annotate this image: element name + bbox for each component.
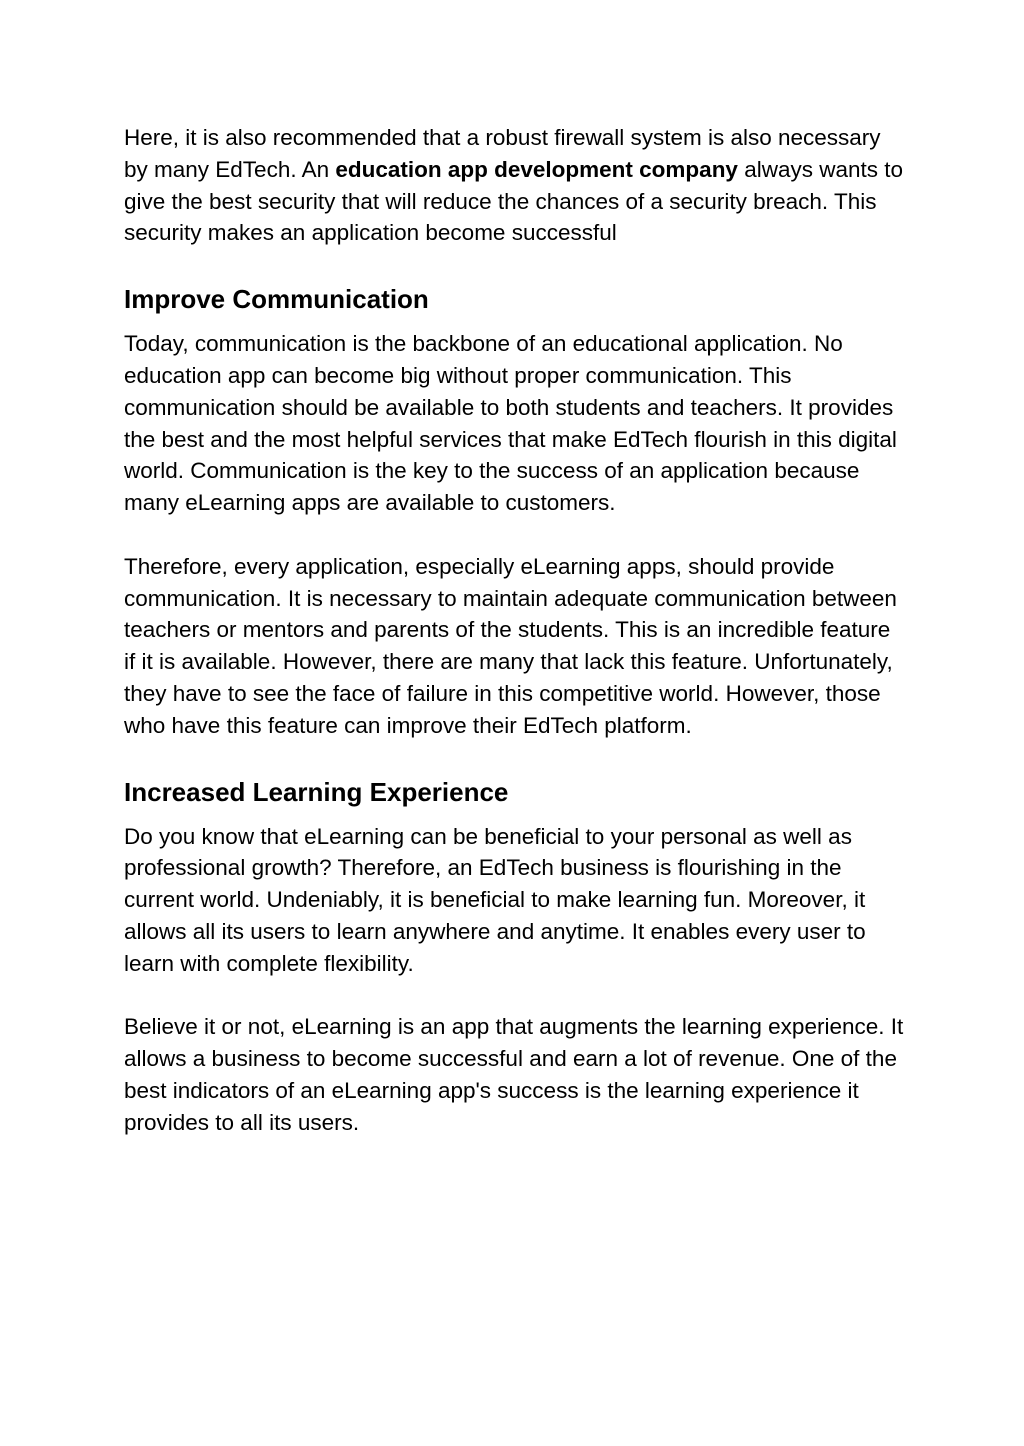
- communication-paragraph-2: Therefore, every application, especially eLearning apps, should provide communication. It is necessary to maintain adequate communication between teachers or mentors and parents of the students. This is an incredible feature if it is available. However, there are many that lack this feature. Unfortunately, they have to see the face of failure in this competitive world. However, those who have this feature can improve their EdTech platform.: [124, 553, 897, 738]
- intro-text-end: always wants to give the best security that will reduce the chances of a security breach. This security makes an application become successful: [124, 156, 904, 246]
- intro-text-start: Here, it is also recommended that a robust firewall system is also necessary by many EdTech. An: [124, 125, 881, 182]
- intro-paragraph: [124, 122, 904, 249]
- intro-bold-phrase: education app development company: [335, 156, 738, 182]
- document-page: [124, 122, 904, 1139]
- heading-improve-communication: Improve Communication: [124, 284, 429, 315]
- communication-paragraph-1: Today, communication is the backbone of an educational application. No education app can become big without proper communication. This communication should be available to both students and teachers. It provides the best and the most helpful services that make EdTech flourish in this digital world. Communication is the key to the success of an application because many eLearning apps are available to customers.: [124, 331, 897, 516]
- learning-paragraph-2: Believe it or not, eLearning is an app that augments the learning experience. It allows a business to become successful and earn a lot of revenue. One of the best indicators of an eLearning app's success is the learning experience it provides to all its users.: [124, 1014, 904, 1135]
- heading-increased-learning-experience: Increased Learning Experience: [124, 776, 509, 807]
- learning-paragraph-1: Do you know that eLearning can be beneficial to your personal as well as professional growth? Therefore, an EdTech business is flourishing in the current world. Undeniably, it is beneficial to make learning fun. Moreover, it allows all its users to learn anywhere and anytime. It enables every user to learn with complete flexibility.: [124, 823, 866, 976]
